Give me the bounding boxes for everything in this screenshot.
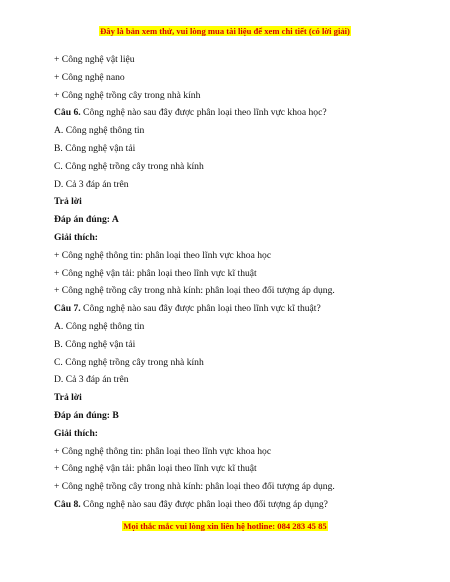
- preview-notice-banner: [0, 26, 450, 37]
- document-body: [54, 51, 414, 514]
- correct-answer: Đáp án đúng: A: [54, 214, 119, 226]
- hotline-notice-text: Mọi thắc mắc vui lòng xin liên hệ hotline: 084 283 45 85: [123, 521, 327, 531]
- preview-notice-text: Đây là bản xem thử, vui lòng mua tài liệu để xem chi tiết (có lời giải): [100, 26, 350, 36]
- question-label: Câu 6.: [54, 107, 81, 119]
- option-b: B. Công nghệ vận tải: [54, 338, 136, 350]
- question-text: Công nghệ nào sau đây được phân loại theo lĩnh vực khoa học?: [80, 107, 327, 119]
- question-label: Câu 7.: [54, 303, 81, 315]
- option-c: C. Công nghệ trồng cây trong nhà kính: [54, 160, 204, 172]
- correct-answer: Đáp án đúng: B: [54, 409, 119, 421]
- option-b: B. Công nghệ vận tải: [54, 142, 136, 154]
- question-7: [54, 300, 414, 318]
- intro-item: + Công nghệ vật liệu: [54, 54, 135, 65]
- option-d: D. Cả 3 đáp án trên: [54, 178, 129, 190]
- explanation-item: + Công nghệ trồng cây trong nhà kính: phân loại theo đối tượng áp dụng.: [54, 285, 335, 297]
- intro-item: + Công nghệ trồng cây trong nhà kính: [54, 89, 201, 101]
- question-text: Công nghệ nào sau đây được phân loại theo đối tượng áp dụng?: [80, 498, 328, 510]
- option-c: C. Công nghệ trồng cây trong nhà kính: [54, 356, 204, 368]
- answer-heading: Trả lời: [54, 392, 82, 404]
- option-d: D. Cả 3 đáp án trên: [54, 374, 129, 386]
- explanation-item: + Công nghệ vận tải: phân loại theo lĩnh vực kĩ thuật: [54, 267, 257, 279]
- explanation-item: + Công nghệ trồng cây trong nhà kính: phân loại theo đối tượng áp dụng.: [54, 481, 335, 493]
- option-a: A. Công nghệ thông tin: [54, 125, 145, 137]
- question-text: Công nghệ nào sau đây được phân loại theo lĩnh vực kĩ thuật?: [80, 303, 321, 315]
- explanation-item: + Công nghệ vận tải: phân loại theo lĩnh vực kĩ thuật: [54, 463, 257, 475]
- intro-item: + Công nghệ nano: [54, 71, 125, 83]
- answer-heading: Trả lời: [54, 196, 82, 208]
- question-label: Câu 8.: [54, 498, 81, 510]
- explanation-item: + Công nghệ thông tin: phân loại theo lĩnh vực khoa học: [54, 445, 272, 457]
- question-8: [54, 496, 414, 514]
- option-a: A. Công nghệ thông tin: [54, 320, 145, 332]
- question-6: [54, 104, 414, 122]
- hotline-notice-banner: [0, 521, 450, 532]
- explanation-heading: Giải thích:: [54, 427, 98, 439]
- explanation-item: + Công nghệ thông tin: phân loại theo lĩnh vực khoa học: [54, 249, 272, 261]
- explanation-heading: Giải thích:: [54, 231, 98, 243]
